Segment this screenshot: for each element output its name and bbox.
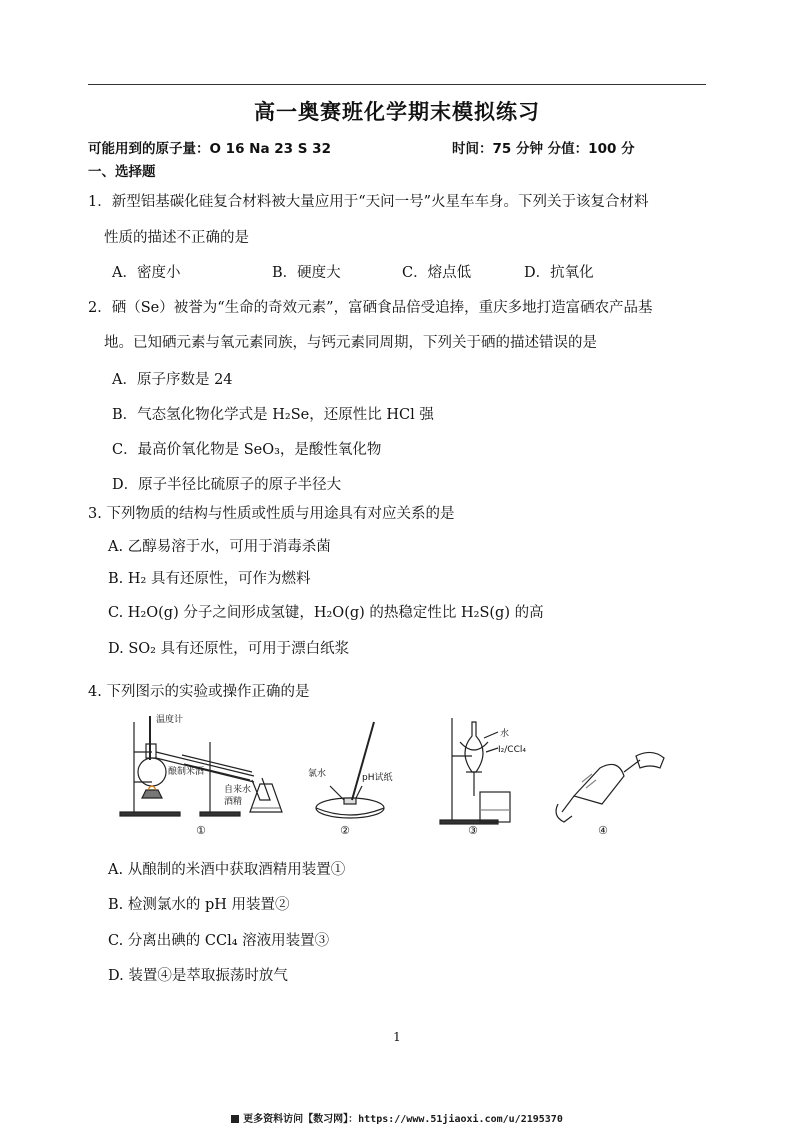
q2-option-d: D．原子半径比硫原子的原子半径大 bbox=[112, 477, 342, 493]
label-water: 水 bbox=[500, 729, 510, 739]
q4-option-a: A. 从酿制的米酒中获取酒精用装置① bbox=[108, 862, 346, 878]
header-rule bbox=[88, 84, 706, 85]
q3-option-a: A. 乙醇易溶于水，可用于消毒杀菌 bbox=[108, 539, 331, 555]
q4-option-c: C. 分离出碘的 CCl₄ 溶液用装置③ bbox=[108, 933, 330, 949]
q1-stem-line1: 1．新型铝基碳化硅复合材料被大量应用于“天问一号”火星车车身。下列关于该复合材料 bbox=[88, 194, 649, 210]
q2-option-b: B．气态氢化物化学式是 H₂Se，还原性比 HCl 强 bbox=[112, 407, 434, 423]
q4-stem: 4. 下列图示的实验或操作正确的是 bbox=[88, 684, 310, 700]
q3-option-b: B. H₂ 具有还原性，可作为燃料 bbox=[108, 571, 311, 587]
label-i2-ccl4: I₂/CCl₄ bbox=[498, 745, 526, 755]
label-alcohol: 酒精 bbox=[224, 797, 243, 807]
q4-option-b: B. 检测氯水的 pH 用装置② bbox=[108, 897, 290, 913]
q2-option-a: A．原子序数是 24 bbox=[112, 372, 233, 388]
figure-number-4: ④ bbox=[598, 824, 608, 837]
flag-icon bbox=[231, 1115, 239, 1123]
q3-option-d: D. SO₂ 具有还原性，可用于漂白纸浆 bbox=[108, 641, 350, 657]
time-score: 时间：75 分钟 分值：100 分 bbox=[452, 141, 635, 157]
q1-option-d: D．抗氧化 bbox=[524, 265, 594, 281]
q1-stem-line2: 性质的描述不正确的是 bbox=[104, 230, 249, 246]
q1-option-b: B．硬度大 bbox=[272, 265, 341, 281]
q4-option-d: D. 装置④是萃取振荡时放气 bbox=[108, 968, 288, 984]
q3-stem: 3. 下列物质的结构与性质或性质与用途具有对应关系的是 bbox=[88, 506, 455, 522]
q3-option-c: C. H₂O(g) 分子之间形成氢键，H₂O(g) 的热稳定性比 H₂S(g) 的高 bbox=[108, 605, 544, 621]
label-thermometer: 温度计 bbox=[156, 715, 184, 725]
label-chlorine-water: 氯水 bbox=[308, 769, 327, 779]
page-title: 高一奥赛班化学期末模拟练习 bbox=[254, 100, 540, 124]
figure-number-3: ③ bbox=[468, 824, 478, 837]
q2-stem-line1: 2．硒（Se）被誉为“生命的奇效元素”，富硒食品倍受追捧，重庆多地打造富硒农产品基 bbox=[88, 300, 653, 316]
footer-link[interactable] bbox=[0, 1110, 794, 1125]
q2-option-c: C．最高价氧化物是 SeO₃，是酸性氧化物 bbox=[112, 442, 382, 458]
figure-number-2: ② bbox=[340, 824, 350, 837]
label-rice-wine-1: 酿制米酒 bbox=[168, 767, 205, 777]
q1-option-c: C．熔点低 bbox=[402, 265, 472, 281]
stand-base-1 bbox=[120, 812, 180, 816]
footer-link-text[interactable]: 更多资料访问【数习网】：https://www.51jiaoxi.com/u/2195370 bbox=[243, 1114, 563, 1125]
q2-stem-line2: 地。已知硒元素与氧元素同族，与钙元素同周期，下列关于硒的描述错误的是 bbox=[104, 335, 597, 351]
q1-option-a: A．密度小 bbox=[112, 265, 181, 281]
section-heading: 一、选择题 bbox=[88, 164, 156, 180]
q4-apparatus-figure bbox=[112, 712, 672, 838]
page-number: 1 bbox=[393, 1030, 401, 1044]
atomic-masses: 可能用到的原子量：O 16 Na 23 S 32 bbox=[88, 141, 331, 157]
label-tap-water: 自来水 bbox=[224, 785, 252, 795]
label-ph-paper: pH试纸 bbox=[362, 773, 393, 783]
figure-number-1: ① bbox=[196, 824, 206, 837]
